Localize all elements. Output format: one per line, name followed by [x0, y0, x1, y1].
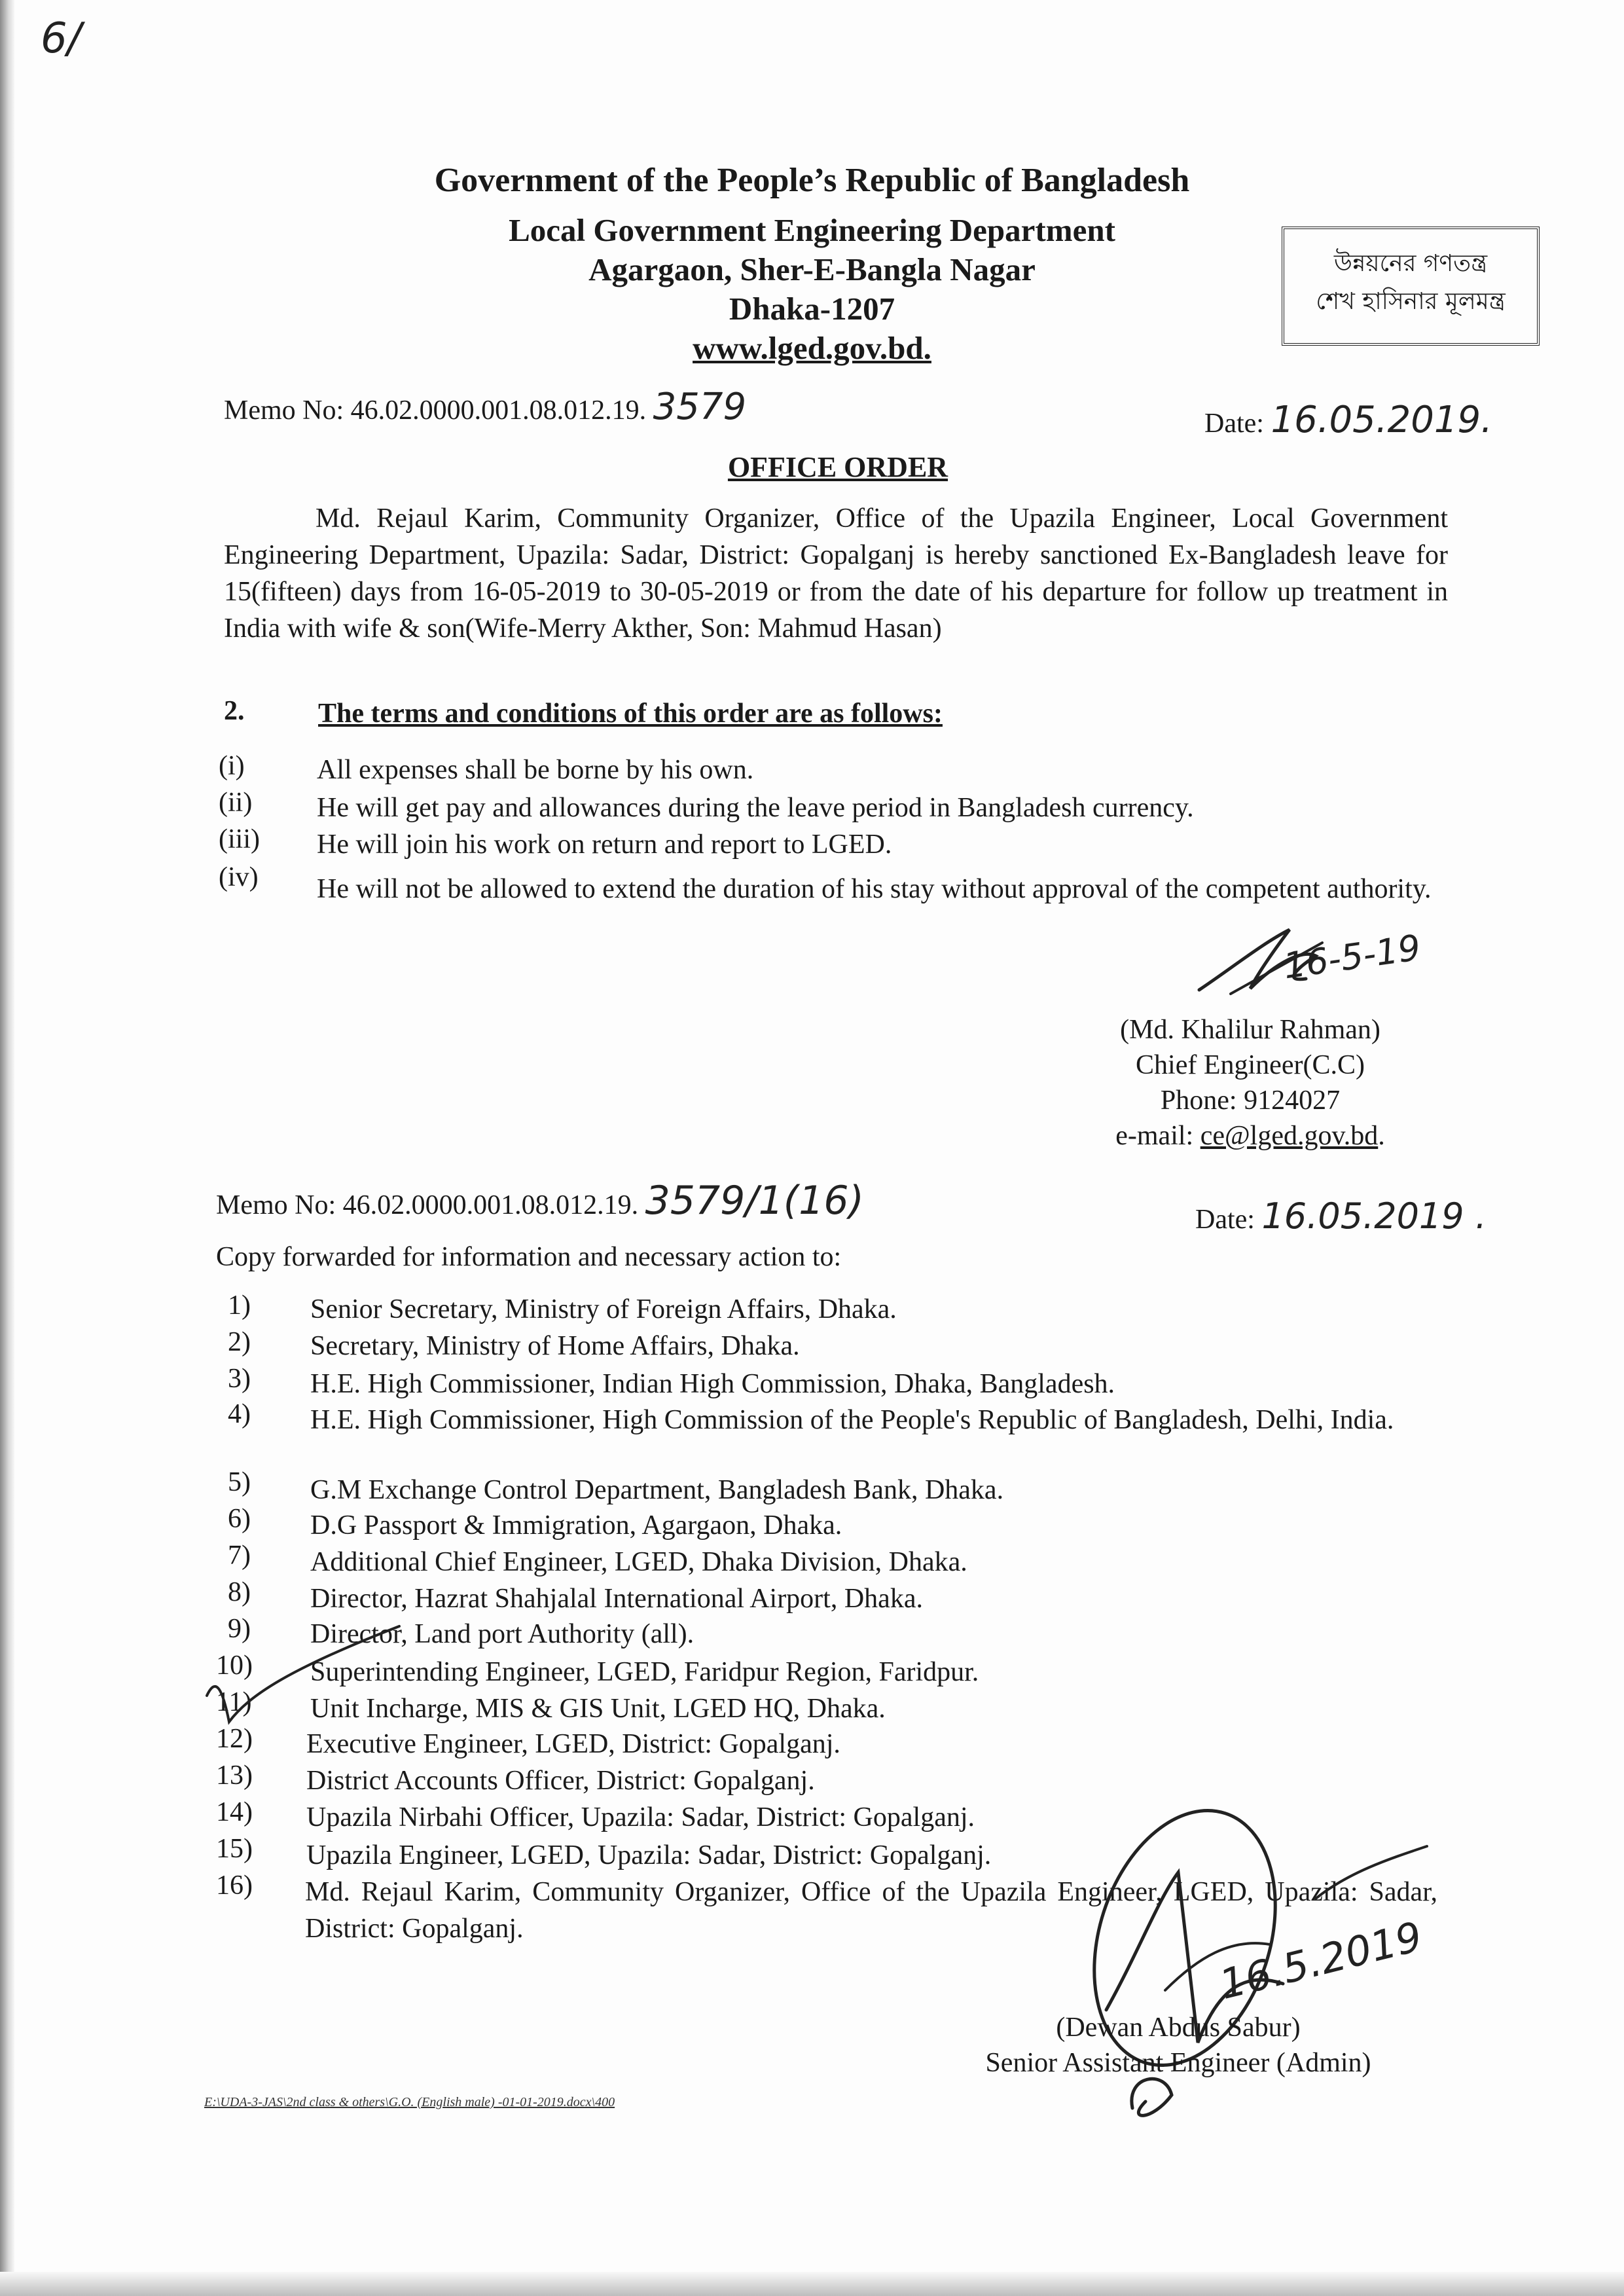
- memo-number-label: Memo No: 46.02.0000.001.08.012.19.: [224, 395, 647, 426]
- copy-item-text: H.E. High Commissioner, Indian High Commission, Dhaka, Bangladesh.: [310, 1369, 1115, 1399]
- section-title: The terms and conditions of this order are as follows:: [318, 699, 943, 729]
- header-government: Government of the People’s Republic of Bangladesh: [434, 162, 1190, 199]
- signatory-1-designation: Chief Engineer(C.C): [1136, 1050, 1365, 1080]
- header-website: www.lged.gov.bd.: [693, 330, 931, 366]
- copy-item-text: Upazila Nirbahi Officer, Upazila: Sadar, District: Gopalganj.: [306, 1802, 975, 1832]
- memo-2-date-label: Date:: [1195, 1205, 1255, 1235]
- slogan-line-2: শেখ হাসিনার মূলমন্ত্র: [1316, 288, 1506, 315]
- copy-item-number: 11): [216, 1687, 252, 1717]
- copy-item-number: 10): [216, 1650, 253, 1681]
- term-3-number: (iii): [219, 824, 260, 854]
- copy-item-number: 13): [216, 1760, 253, 1791]
- copy-item-number: 4): [228, 1399, 251, 1429]
- copy-item-text: Additional Chief Engineer, LGED, Dhaka Division, Dhaka.: [310, 1547, 967, 1577]
- signature-2-date: 16.5.2019: [1214, 1912, 1427, 2009]
- memo-2-number-handwritten: 3579/1(16): [645, 1178, 864, 1224]
- section-number: 2.: [224, 696, 245, 726]
- slogan-line-1: উন্নয়নের গণতন্ত্র: [1333, 250, 1488, 277]
- term-4-number: (iv): [219, 862, 259, 892]
- memo-2-number-label: Memo No: 46.02.0000.001.08.012.19.: [216, 1190, 639, 1220]
- memo-date-label: Date:: [1204, 409, 1264, 439]
- copy-item-number: 15): [216, 1834, 253, 1864]
- copy-item-number: 6): [228, 1504, 251, 1534]
- footer-file-path: E:\UDA-3-JAS\2nd class & others\G.O. (English male) -01-01-2019.docx\400: [204, 2095, 615, 2109]
- copy-item-number: 8): [228, 1577, 251, 1607]
- office-order-title: OFFICE ORDER: [727, 451, 948, 483]
- slogan-box: [1282, 227, 1540, 346]
- header-city: Dhaka-1207: [729, 291, 895, 327]
- copy-item-number: 9): [228, 1614, 251, 1644]
- term-1-number: (i): [219, 751, 245, 781]
- signatory-1-email: ce@lged.gov.bd: [1200, 1121, 1379, 1151]
- signatory-2-designation: Senior Assistant Engineer (Admin): [985, 2048, 1371, 2078]
- copy-item-number: 14): [216, 1797, 253, 1827]
- memo-2-number-line: [216, 1178, 864, 1224]
- memo-number-handwritten: 3579: [653, 386, 747, 428]
- memo-number-line: [224, 386, 747, 429]
- signatory-1-phone: Phone: 9124027: [1160, 1085, 1341, 1116]
- copy-item-number: 2): [228, 1327, 251, 1357]
- copy-item-text: Director, Hazrat Shahjalal International Airport, Dhaka.: [310, 1584, 923, 1614]
- copy-item-text: Unit Incharge, MIS & GIS Unit, LGED HQ, Dhaka.: [310, 1694, 886, 1724]
- memo-2-date-line: [1195, 1195, 1487, 1238]
- signature-2-block: [943, 2010, 1414, 2081]
- copy-item-number: 3): [228, 1364, 251, 1394]
- term-2-text: He will get pay and allowances during the leave period in Bangladesh currency.: [317, 793, 1194, 823]
- copy-item-text: Upazila Engineer, LGED, Upazila: Sadar, District: Gopalganj.: [306, 1840, 992, 1870]
- copy-item-text: D.G Passport & Immigration, Agargaon, Dhaka.: [310, 1510, 842, 1540]
- memo-date-handwritten: 16.05.2019.: [1271, 399, 1492, 441]
- signature-1-date: 16-5-19: [1280, 926, 1424, 987]
- memo-date-line: [1204, 399, 1492, 442]
- copy-item-text: District Accounts Officer, District: Gopalganj.: [306, 1766, 815, 1796]
- email-suffix: .: [1378, 1121, 1385, 1151]
- signature-1-block: [1060, 1012, 1440, 1154]
- handwritten-tick-mark: [203, 1624, 412, 1728]
- copy-item-number: 1): [228, 1290, 251, 1321]
- scan-edge-bottom: [0, 2272, 1624, 2296]
- term-3-text: He will join his work on return and report to LGED.: [317, 829, 892, 860]
- copy-item-text: Secretary, Ministry of Home Affairs, Dhaka.: [310, 1331, 800, 1361]
- copy-item-number: 12): [216, 1724, 253, 1754]
- copy-item-text: Senior Secretary, Ministry of Foreign Affairs, Dhaka.: [310, 1294, 897, 1324]
- copy-item-text: Executive Engineer, LGED, District: Gopalganj.: [306, 1729, 840, 1759]
- header-department: Local Government Engineering Department: [509, 212, 1115, 248]
- office-order-body: Md. Rejaul Karim, Community Organizer, Office of the Upazila Engineer, Local Government Engineering Department, Upazila: Sadar, District: Gopalganj is hereby sanctioned Ex-Bangladesh leave for 15(fifteen) days from 16-05-2019 to 30-05-2019 or from the date of his departure for follow up treatment in India with wife & son(Wife-Merry Akther, Son: Mahmud Hasan): [224, 503, 1448, 644]
- memo-2-date-handwritten: 16.05.2019 .: [1261, 1195, 1487, 1237]
- signatory-1-email-line: [1060, 1118, 1440, 1154]
- copy-item-text: H.E. High Commissioner, High Commission of the People's Republic of Bangladesh, Delhi, India.: [310, 1405, 1394, 1435]
- copy-forward-intro: Copy forwarded for information and necessary action to:: [216, 1242, 842, 1272]
- copy-item-number: 7): [228, 1540, 251, 1571]
- copy-item-text: Superintending Engineer, LGED, Faridpur Region, Faridpur.: [310, 1657, 979, 1687]
- email-label: e-mail:: [1115, 1121, 1200, 1151]
- term-4-text: He will not be allowed to extend the duration of his stay without approval of the competent authority.: [317, 874, 1432, 904]
- copy-item-number: 5): [228, 1467, 251, 1497]
- copy-item-text: Md. Rejaul Karim, Community Organizer, Office of the Upazila Engineer, LGED, Upazila: Sadar, District: Gopalganj.: [305, 1877, 1437, 1944]
- signatory-2-name: (Dewan Abdus Sabur): [1056, 2013, 1301, 2043]
- term-1-text: All expenses shall be borne by his own.: [317, 755, 754, 785]
- corner-page-mark: 6/: [41, 14, 82, 63]
- signatory-1-name: (Md. Khalilur Rahman): [1120, 1015, 1380, 1045]
- copy-item-number: 16): [216, 1870, 253, 1901]
- copy-item-text: G.M Exchange Control Department, Bangladesh Bank, Dhaka.: [310, 1475, 1004, 1505]
- term-2-number: (ii): [219, 788, 253, 818]
- header-address: Agargaon, Sher-E-Bangla Nagar: [588, 251, 1036, 287]
- copy-item-text: Director, Land port Authority (all).: [310, 1619, 695, 1649]
